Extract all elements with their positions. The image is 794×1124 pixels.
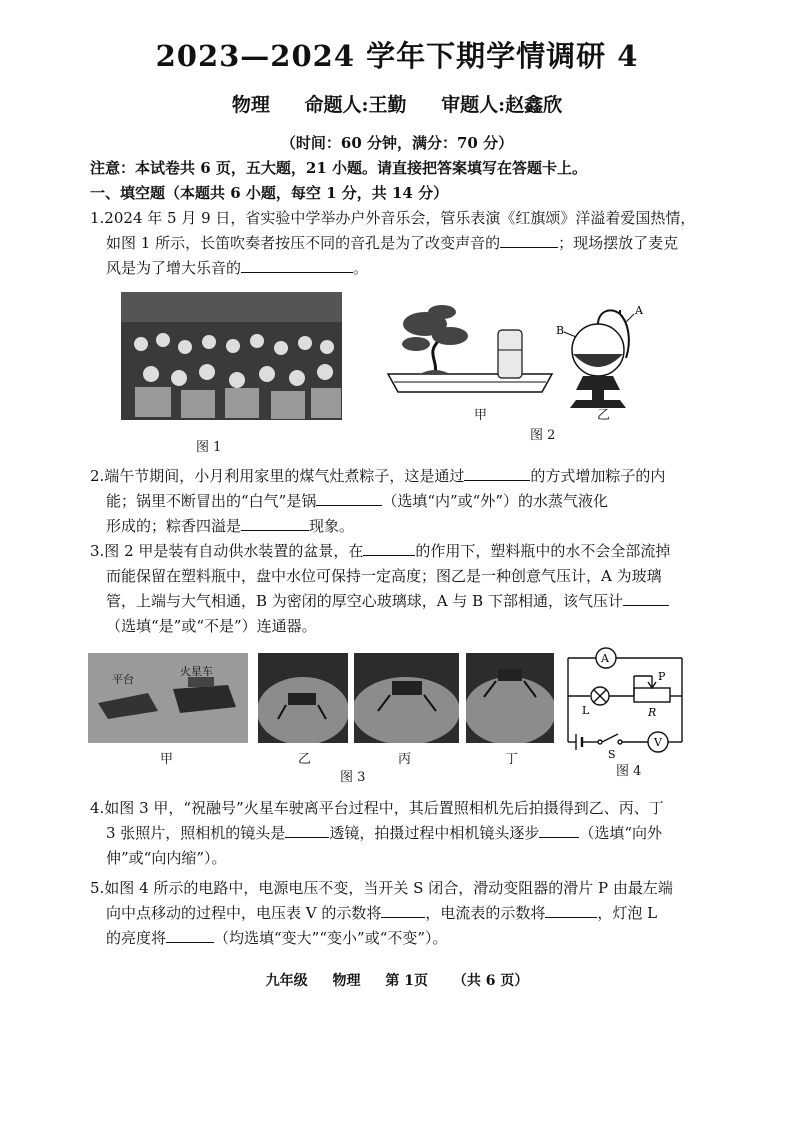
figure-4-circuit — [562, 642, 692, 762]
q2-text-e: 形成的；粽香四溢是 — [106, 517, 242, 535]
q3-text-a: 3.图 2 甲是装有自动供水装置的盆景，在 — [90, 542, 364, 560]
section-heading: 一、填空题（本题共 6 小题，每空 1 分，共 14 分） — [90, 184, 449, 202]
q1-line3 — [106, 256, 746, 280]
q2-text-d: （选填“内”或“外”）的水蒸气液化 — [382, 492, 609, 510]
footer-total: （共 6 页） — [452, 973, 529, 989]
q5-text-d: 的亮度将 — [106, 929, 167, 947]
answer-blank — [500, 233, 558, 248]
slider-label: P — [658, 670, 666, 683]
q3-line3 — [106, 589, 746, 613]
answer-blank — [623, 591, 669, 606]
answer-blank — [166, 928, 214, 943]
q3-line4: （选填“是”或“不是”）连通器。 — [106, 617, 317, 635]
rover-photo-ding — [466, 653, 554, 743]
rover-photo-bing — [354, 653, 459, 743]
q1-text-a: 如图 1 所示，长笛吹奏者按压不同的音孔是为了改变声音的 — [106, 234, 501, 252]
q2-line3 — [106, 514, 746, 538]
figure-3-photo-jia — [88, 653, 248, 743]
q1-text-d: 。 — [353, 259, 369, 277]
q5-line3 — [106, 926, 746, 950]
q5-text-b: ，电流表的示数将 — [425, 904, 546, 922]
answer-blank — [539, 823, 579, 838]
footer-page: 第 1页 — [385, 973, 428, 989]
figure-3-photo-ding — [466, 653, 554, 743]
label-a: A — [635, 304, 643, 317]
q3-line1 — [90, 539, 730, 563]
figure-2-sub-jia: 甲 — [474, 408, 488, 423]
platform-label: 平台 — [112, 673, 134, 686]
q4-line1: 4.如图 3 甲，“祝融号”火星车驶离平台过程中，其后置照相机先后拍摄得到乙、丙、丁 — [90, 799, 664, 817]
figure-1-caption: 图 1 — [196, 440, 222, 455]
q5-text-e: （均选填“变大”“变小”或“不变”）。 — [214, 929, 448, 947]
answer-blank — [241, 258, 353, 273]
figure-3-sub-yi: 乙 — [298, 752, 312, 767]
resistor-label: R — [648, 706, 657, 719]
page-title: 2023—2024 学年下期学情调研 4 — [155, 39, 639, 73]
figure-2-diagram — [380, 292, 660, 422]
figure-4-caption: 图 4 — [616, 764, 642, 779]
subject-label: 物理 — [231, 94, 270, 116]
q3-text-c: 管，上端与大气相通，B 为密闭的厚空心玻璃球，A 与 B 下部相通，该气压计 — [106, 592, 623, 610]
q1-text-c: 风是为了增大乐音的 — [106, 259, 242, 277]
footer-grade: 九年级 — [265, 973, 308, 989]
q2-text-b: 的方式增加粽子的内 — [530, 467, 666, 485]
answer-blank — [363, 541, 415, 556]
answer-blank — [241, 516, 309, 531]
q5-text-a: 向中点移动的过程中，电压表 V 的示数将 — [106, 904, 382, 922]
q1-line2 — [106, 231, 746, 255]
answer-blank — [316, 491, 382, 506]
lamp-label: L — [582, 704, 590, 717]
q2-line1 — [90, 464, 730, 488]
answer-blank — [285, 823, 329, 838]
notice: 注意：本试卷共 6 页，五大题，21 小题。请直接把答案填写在答题卡上。 — [90, 159, 587, 177]
q2-text-a: 2.端午节期间，小月利用家里的煤气灶煮粽子，这是通过 — [90, 467, 465, 485]
q3-text-b: 的作用下，塑料瓶中的水不会全部流掉 — [415, 542, 671, 560]
figure-3-photo-yi — [258, 653, 348, 743]
q4-text-b: 透镜，拍摄过程中相机镜头逐步 — [329, 824, 540, 842]
label-b: B — [556, 324, 565, 337]
figure-3-sub-bing: 丙 — [398, 752, 412, 767]
q1-text-b: ；现场摆放了麦克 — [558, 234, 679, 252]
switch-label: S — [608, 748, 616, 761]
q3-line2: 而能保留在塑料瓶中，盘中水位可保持一定高度；图乙是一种创意气压计，A 为玻璃 — [106, 567, 662, 585]
answer-blank — [545, 903, 597, 918]
figure-2-sub-yi: 乙 — [597, 408, 611, 423]
q5-text-c: ，灯泡 L — [597, 904, 658, 922]
rover-photo-yi — [258, 653, 348, 743]
footer-subject: 物理 — [332, 973, 361, 989]
rover-label: 火星车 — [180, 665, 213, 678]
time-info: （时间：60 分钟，满分：70 分） — [280, 134, 514, 152]
q2-text-f: 现象。 — [309, 517, 355, 535]
figure-3-sub-ding: 丁 — [505, 752, 519, 767]
figure-3-sub-jia: 甲 — [160, 752, 174, 767]
reviewer-label: 审题人:赵鑫欣 — [441, 94, 563, 116]
q4-line3: 伸”或“向内缩”）。 — [106, 849, 227, 867]
voltmeter-symbol: V — [654, 736, 662, 749]
ammeter-symbol: A — [601, 652, 609, 665]
figure-2-caption: 图 2 — [530, 428, 556, 443]
subtitle — [0, 90, 794, 117]
figure-1-photo — [121, 292, 342, 420]
author-label: 命题人:王勤 — [304, 94, 407, 116]
answer-blank — [464, 466, 530, 481]
q4-text-c: （选填“向外 — [579, 824, 663, 842]
page-footer — [0, 970, 794, 990]
q2-text-c: 能；锅里不断冒出的“白气”是锅 — [106, 492, 317, 510]
q4-line2 — [106, 821, 746, 845]
answer-blank — [381, 903, 425, 918]
rover-leaving-platform — [88, 653, 248, 743]
q5-line2 — [106, 901, 746, 925]
q4-text-a: 3 张照片，照相机的镜头是 — [106, 824, 286, 842]
concert-photo — [121, 292, 342, 420]
q1-line1: 1.2024 年 5 月 9 日，省实验中学举办户外音乐会，管乐表演《红旗颂》洋溢着爱国热情， — [90, 209, 696, 227]
figure-3-photo-bing — [354, 653, 459, 743]
q2-line2 — [106, 489, 746, 513]
figure-3-caption: 图 3 — [340, 770, 366, 785]
q5-line1: 5.如图 4 所示的电路中，电源电压不变，当开关 S 闭合，滑动变阻器的滑片 P 由最左端 — [90, 879, 673, 897]
